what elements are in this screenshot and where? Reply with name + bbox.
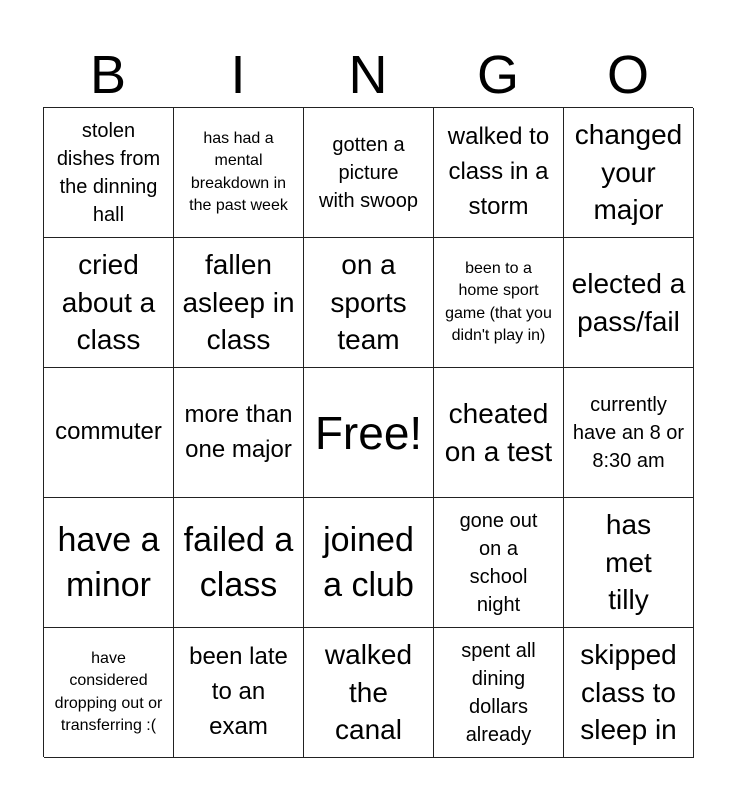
bingo-cell[interactable] [564, 498, 694, 628]
bingo-cell[interactable] [564, 628, 694, 758]
header-letter-b: B [89, 45, 127, 105]
cell-label: failed a class [183, 521, 294, 604]
bingo-header [43, 42, 693, 108]
cell-label: stolen dishes from the dinning hall [56, 119, 161, 226]
bingo-cell[interactable] [434, 628, 564, 758]
cell-label: skipped class to sleep in [580, 638, 677, 746]
bingo-cell[interactable] [304, 628, 434, 758]
cell-label: commuter [55, 418, 162, 446]
free-space[interactable] [304, 368, 434, 498]
header-letter-n: N [348, 45, 388, 105]
bingo-cell[interactable] [44, 238, 174, 368]
cell-label: gone out on a school night [459, 509, 538, 616]
cell-label: been to a home sport game (that you didn't play in) [445, 259, 552, 344]
bingo-cell[interactable] [174, 108, 304, 238]
bingo-cell[interactable] [174, 238, 304, 368]
cell-label: currently have an 8 or 8:30 am [572, 393, 685, 472]
cell-label: has met tilly [605, 508, 652, 616]
bingo-cell[interactable] [304, 238, 434, 368]
free-space-label: Free! [314, 406, 423, 459]
bingo-cell[interactable] [44, 498, 174, 628]
cell-label: fallen asleep in class [182, 248, 295, 356]
bingo-cell[interactable] [434, 108, 564, 238]
cell-label: elected a pass/fail [571, 267, 686, 337]
cell-label: walked the canal [324, 638, 413, 746]
bingo-cell[interactable] [174, 368, 304, 498]
cell-label: joined a club [323, 521, 414, 604]
bingo-cell[interactable] [174, 628, 304, 758]
bingo-cell[interactable] [44, 368, 174, 498]
bingo-board [43, 107, 693, 757]
bingo-cell[interactable] [304, 108, 434, 238]
header-letter-g: G [476, 45, 519, 105]
bingo-cell[interactable] [434, 368, 564, 498]
cell-label: on a sports team [330, 248, 407, 356]
header-letter-o: O [606, 45, 649, 105]
bingo-cell[interactable] [174, 498, 304, 628]
bingo-cell[interactable] [304, 498, 434, 628]
bingo-cell[interactable] [434, 238, 564, 368]
bingo-cell[interactable] [44, 628, 174, 758]
cell-label: spent all dining dollars already [461, 639, 536, 746]
cell-label: have considered dropping out or transferring :( [54, 649, 163, 734]
cell-label: been late to an exam [189, 643, 288, 740]
cell-label: more than one major [184, 400, 293, 463]
cell-label: have a minor [57, 521, 160, 604]
cell-label: walked to class in a storm [447, 123, 550, 220]
bingo-cell[interactable] [44, 108, 174, 238]
cell-label: has had a mental breakdown in the past week [189, 129, 288, 214]
cell-label: cheated on a test [444, 397, 553, 467]
bingo-cell[interactable] [564, 238, 694, 368]
cell-label: gotten a picture with swoop [319, 133, 418, 212]
cell-label: changed your major [574, 118, 683, 226]
bingo-cell[interactable] [434, 498, 564, 628]
bingo-cell[interactable] [564, 368, 694, 498]
cell-label: cried about a class [61, 248, 156, 356]
header-letter-i: I [230, 45, 246, 105]
bingo-cell[interactable] [564, 108, 694, 238]
